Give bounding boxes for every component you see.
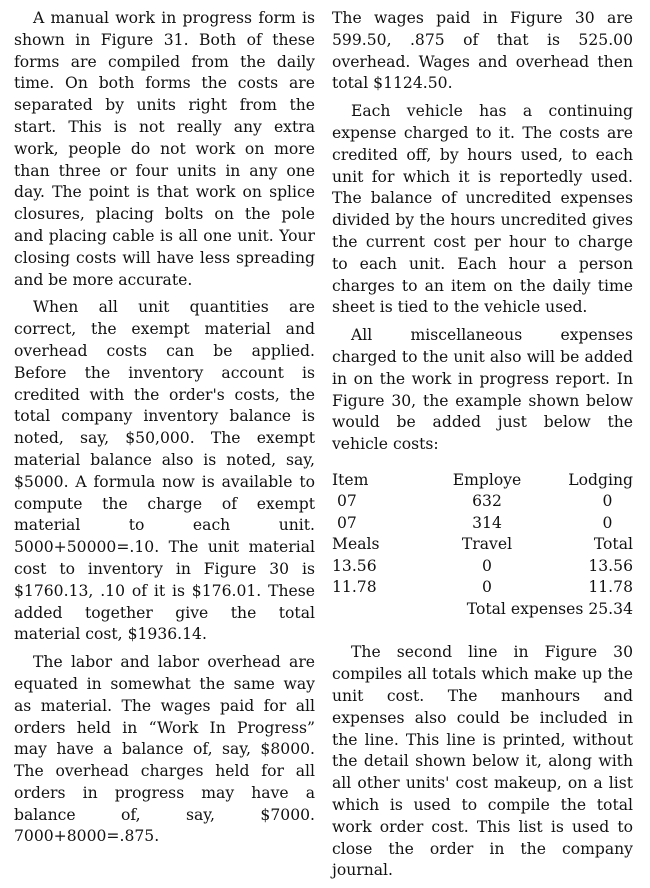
header-travel: Travel: [461, 535, 513, 554]
right-column: [332, 8, 633, 888]
cell-lodging: 0: [602, 492, 613, 511]
expense-row: [332, 577, 633, 599]
header-meals: Meals: [332, 535, 380, 554]
cell-travel: 0: [482, 578, 492, 597]
paragraph-wages: The wages paid in Figure 30 are 599.50, .875 of that is 525.00 overhead. Wages and overhead then total $1124.50.: [332, 9, 633, 93]
paragraph-exempt-material: When all unit quantities are correct, the exempt material and overhead costs can be applied. Before the inventory account is credited with the order's costs, the total company inventory balance is noted, say, $50,000. The exempt material balance also is noted, say, $5000. A formula now is available to compute the charge of exempt material to each unit. 5000+50000=.10. The unit material cost to inventory in Figure 30 is $1760.13, .10 of it is $176.01. These added together give the total material cost, $1936.14.: [14, 298, 315, 644]
paragraph-vehicle-expense: Each vehicle has a continuing expense charged to it. The costs are credited off, by hours used, to each unit for which it is reportedly used. The balance of uncredited expenses divided by the hours uncredited gives the current cost per hour to charge to each unit. Each hour a person charges to an item on the daily time sheet is tied to the vehicle used.: [332, 102, 633, 317]
header-employe: Employe: [452, 470, 522, 489]
cell-item: 07: [337, 513, 357, 532]
header-item: Item: [332, 470, 369, 489]
expense-row: [332, 556, 633, 578]
paragraph-manual-form: A manual work in progress form is shown in Figure 31. Both of these forms are compiled from the daily time. On both forms the costs are separated by units right from the start. This is not really any extra work, people do not work on more than three or four units in any one day. The point is that work on splice closures, placing bolts on the pole and placing cable is all one unit. Your closing costs will have less spreading and be more accurate.: [14, 9, 315, 289]
cell-meals: 11.78: [332, 578, 377, 597]
header-lodging: Lodging: [568, 470, 633, 489]
cell-lodging: 0: [602, 513, 613, 532]
cell-total: 11.78: [588, 578, 633, 597]
paragraph-second-line: The second line in Figure 30 compiles all totals which make up the unit cost. The manhours and expenses also could be included in the line. This line is printed, without the detail shown below it, along with all other units' cost makeup, on a list which is used to compile the total work order cost. This list is used to close the order in the company journal.: [332, 643, 633, 880]
cell-travel: 0: [482, 556, 492, 575]
expense-row: [332, 491, 633, 513]
expense-row: [332, 513, 633, 535]
cell-item: 07: [337, 492, 357, 511]
total-expenses-row: [332, 599, 633, 621]
cell-total: 13.56: [588, 556, 633, 575]
expense-header-row: [332, 470, 633, 492]
paragraph-misc-expenses: All miscellaneous expenses charged to the unit also will be added in on the work in progress report. In Figure 30, the example shown below would be added just below the vehicle costs:: [332, 326, 633, 454]
total-expenses-label: Total expenses: [466, 599, 584, 618]
cell-employe: 632: [472, 492, 502, 511]
left-column: [14, 8, 315, 854]
expense-header-row-2: [332, 534, 633, 556]
total-expenses-value: 25.34: [588, 599, 633, 618]
cell-employe: 314: [472, 513, 502, 532]
header-total: Total: [593, 535, 633, 554]
cell-meals: 13.56: [332, 556, 377, 575]
expense-table: [332, 470, 633, 621]
paragraph-labor-overhead: The labor and labor overhead are equated in somewhat the same way as material. The wages paid for all orders held in “Work In Progress” may have a balance of, say, $8000. The overhead charges held for all orders in progress may have a balance of, say, $7000. 7000+8000=.875.: [14, 653, 315, 846]
